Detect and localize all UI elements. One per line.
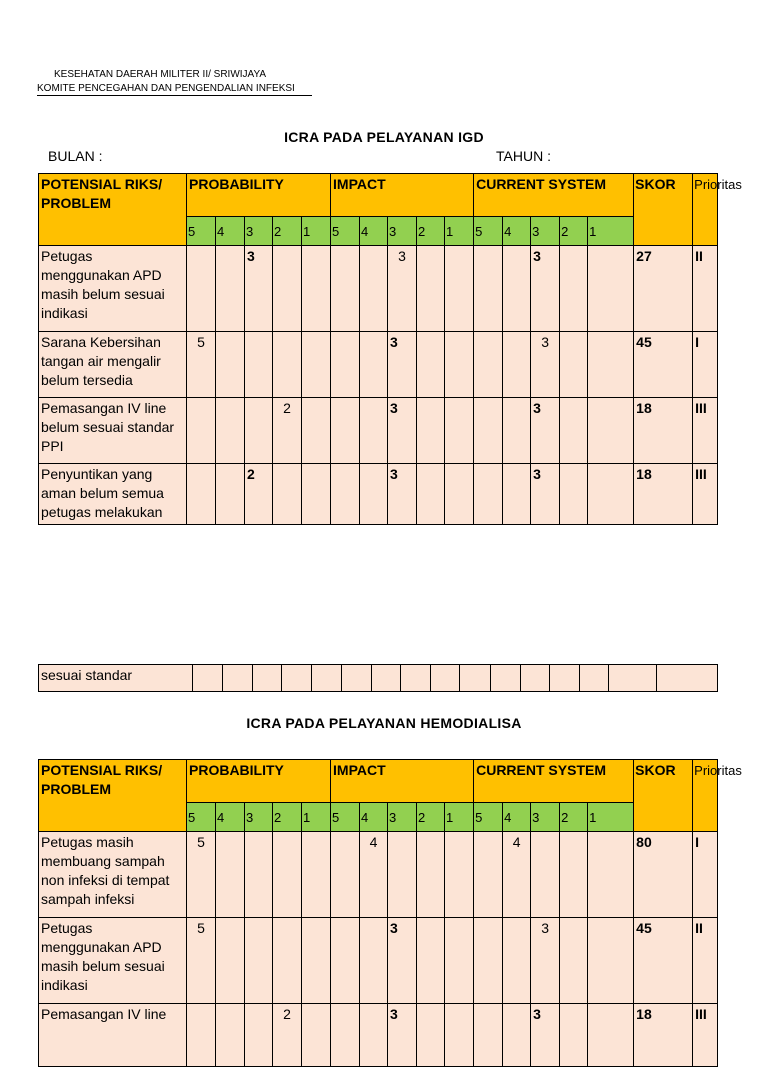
scale-cell: 4 <box>216 217 245 246</box>
score-cell: 18 <box>634 1004 693 1067</box>
rating-cell: 2 <box>273 1004 302 1067</box>
probability-header: PROBABILITY <box>187 174 331 217</box>
score-cell: 27 <box>634 246 693 332</box>
scale-cell: 2 <box>417 803 445 832</box>
scale-cell: 4 <box>360 803 388 832</box>
rating-cell <box>474 246 503 332</box>
empty-cell <box>281 665 311 692</box>
rating-cell <box>187 1004 216 1067</box>
rating-cell <box>445 918 474 1004</box>
scale-cell: 2 <box>273 803 302 832</box>
rating-cell <box>474 464 503 525</box>
rating-cell <box>360 1004 388 1067</box>
month-label: BULAN : <box>48 148 103 164</box>
rating-cell <box>245 918 273 1004</box>
priority-cell: II <box>693 246 718 332</box>
rating-cell: 3 <box>531 918 560 1004</box>
rating-cell <box>417 1004 445 1067</box>
scale-cell: 5 <box>331 217 360 246</box>
rating-cell <box>216 464 245 525</box>
rating-cell <box>273 246 302 332</box>
rating-cell: 3 <box>531 464 560 525</box>
rating-cell <box>560 918 588 1004</box>
rating-cell <box>360 332 388 398</box>
rating-cell <box>302 832 331 918</box>
rating-cell <box>417 832 445 918</box>
score-cell: 18 <box>634 398 693 464</box>
rating-cell <box>560 832 588 918</box>
rating-cell <box>360 398 388 464</box>
rating-cell <box>216 918 245 1004</box>
rating-cell: 2 <box>273 398 302 464</box>
rating-cell <box>216 832 245 918</box>
scale-cell: 3 <box>388 803 417 832</box>
scale-cell: 5 <box>187 217 216 246</box>
rating-cell: 3 <box>531 246 560 332</box>
rating-cell <box>503 918 531 1004</box>
rating-cell <box>302 332 331 398</box>
rating-cell <box>187 246 216 332</box>
problem-cell: Petugas menggunakan APD masih belum sesuai indikasi <box>39 246 187 332</box>
rating-cell: 3 <box>531 1004 560 1067</box>
table-row <box>39 918 718 1004</box>
rating-cell <box>588 398 634 464</box>
rating-cell <box>474 332 503 398</box>
rating-cell <box>216 332 245 398</box>
rating-cell <box>588 1004 634 1067</box>
empty-cell <box>520 665 549 692</box>
rating-cell: 3 <box>388 918 417 1004</box>
rating-cell <box>445 832 474 918</box>
rating-cell <box>331 246 360 332</box>
probability-header: PROBABILITY <box>187 760 331 803</box>
rating-cell <box>360 464 388 525</box>
problem-cell: Petugas menggunakan APD masih belum sesuai indikasi <box>39 918 187 1004</box>
scale-cell: 4 <box>503 217 531 246</box>
priority-cell: III <box>693 1004 718 1067</box>
rating-cell: 4 <box>503 832 531 918</box>
scale-cell: 1 <box>588 803 634 832</box>
rating-cell <box>560 246 588 332</box>
scale-cell: 1 <box>445 217 474 246</box>
hemo-table-title: ICRA PADA PELAYANAN HEMODIALISA <box>246 715 522 731</box>
org-name-line1: KESEHATAN DAERAH MILITER II/ SRIWIJAYA <box>54 69 267 80</box>
problem-cell: Sarana Kebersihan tangan air mengalir belum tersedia <box>39 332 187 398</box>
rating-cell <box>560 398 588 464</box>
rating-cell <box>245 832 273 918</box>
rating-cell <box>360 918 388 1004</box>
table-row <box>39 1004 718 1067</box>
scale-cell: 4 <box>503 803 531 832</box>
rating-cell <box>474 1004 503 1067</box>
rating-cell <box>503 332 531 398</box>
problem-cell: Penyuntikan yang aman belum semua petugas melakukan <box>39 464 187 525</box>
scale-cell: 2 <box>560 217 588 246</box>
scale-cell: 3 <box>245 803 273 832</box>
rating-cell: 2 <box>245 464 273 525</box>
rating-cell <box>417 464 445 525</box>
rating-cell: 3 <box>388 1004 417 1067</box>
rating-cell <box>588 464 634 525</box>
scale-cell: 3 <box>388 217 417 246</box>
table-row <box>39 398 718 464</box>
impact-header: IMPACT <box>331 760 474 803</box>
priority-cell: I <box>693 332 718 398</box>
problem-cell: Pemasangan IV line <box>39 1004 187 1067</box>
scale-cell: 3 <box>531 217 560 246</box>
rating-cell <box>503 464 531 525</box>
rating-cell <box>560 464 588 525</box>
scale-cell: 1 <box>445 803 474 832</box>
rating-cell: 5 <box>187 918 216 1004</box>
rating-cell <box>445 398 474 464</box>
priority-header: Prioritas <box>693 760 718 832</box>
rating-cell <box>445 1004 474 1067</box>
score-cell: 45 <box>634 918 693 1004</box>
rating-cell: 5 <box>187 332 216 398</box>
rating-cell <box>588 332 634 398</box>
igd-continuation-table <box>38 664 718 692</box>
rating-cell <box>360 246 388 332</box>
priority-cell: III <box>693 464 718 525</box>
empty-cell <box>401 665 431 692</box>
rating-cell <box>273 464 302 525</box>
igd-table-title: ICRA PADA PELAYANAN IGD <box>284 129 484 145</box>
empty-cell <box>460 665 490 692</box>
rating-cell <box>588 918 634 1004</box>
rating-cell <box>417 918 445 1004</box>
scale-cell: 3 <box>245 217 273 246</box>
table-row <box>39 246 718 332</box>
rating-cell <box>245 398 273 464</box>
rating-cell <box>503 246 531 332</box>
rating-cell <box>302 1004 331 1067</box>
empty-cell <box>608 665 656 692</box>
priority-cell: III <box>693 398 718 464</box>
rating-cell <box>302 398 331 464</box>
rating-cell <box>331 1004 360 1067</box>
rating-cell <box>531 832 560 918</box>
rating-cell <box>331 918 360 1004</box>
score-header: SKOR <box>634 174 693 246</box>
empty-cell <box>252 665 281 692</box>
rating-cell <box>474 398 503 464</box>
year-label: TAHUN : <box>496 148 551 164</box>
scale-cell: 2 <box>560 803 588 832</box>
rating-cell <box>445 246 474 332</box>
scale-cell: 2 <box>273 217 302 246</box>
table-row <box>39 464 718 525</box>
rating-cell <box>474 918 503 1004</box>
empty-cell <box>372 665 401 692</box>
scale-cell: 1 <box>588 217 634 246</box>
rating-cell <box>331 398 360 464</box>
score-header: SKOR <box>634 760 693 832</box>
scale-cell: 3 <box>531 803 560 832</box>
rating-cell <box>474 832 503 918</box>
rating-cell <box>331 832 360 918</box>
rating-cell: 3 <box>388 398 417 464</box>
empty-cell <box>549 665 579 692</box>
rating-cell: 3 <box>388 332 417 398</box>
empty-cell <box>490 665 520 692</box>
rating-cell <box>273 332 302 398</box>
scale-cell: 5 <box>474 217 503 246</box>
rating-cell <box>445 332 474 398</box>
rating-cell: 5 <box>187 832 216 918</box>
table-row <box>39 665 718 692</box>
rating-cell <box>417 332 445 398</box>
rating-cell: 3 <box>531 398 560 464</box>
rating-cell <box>216 246 245 332</box>
empty-cell <box>656 665 717 692</box>
score-cell: 18 <box>634 464 693 525</box>
problem-header: POTENSIAL RIKS/ PROBLEM <box>39 174 187 246</box>
rating-cell <box>417 246 445 332</box>
rating-cell <box>187 464 216 525</box>
rating-cell <box>302 464 331 525</box>
rating-cell: 3 <box>245 246 273 332</box>
rating-cell <box>560 332 588 398</box>
scale-cell: 1 <box>302 217 331 246</box>
rating-cell: 4 <box>360 832 388 918</box>
current-system-header: CURRENT SYSTEM <box>474 174 634 217</box>
rating-cell <box>331 332 360 398</box>
rating-cell: 3 <box>388 464 417 525</box>
empty-cell <box>579 665 608 692</box>
priority-cell: I <box>693 832 718 918</box>
scale-cell: 1 <box>302 803 331 832</box>
rating-cell: 3 <box>531 332 560 398</box>
rating-cell: 3 <box>388 246 417 332</box>
empty-cell <box>192 665 222 692</box>
rating-cell <box>187 398 216 464</box>
rating-cell <box>216 398 245 464</box>
rating-cell <box>388 832 417 918</box>
rating-cell <box>588 832 634 918</box>
scale-cell: 5 <box>187 803 216 832</box>
rating-cell <box>245 332 273 398</box>
table-row <box>39 832 718 918</box>
rating-cell <box>417 398 445 464</box>
scale-cell: 4 <box>216 803 245 832</box>
rating-cell <box>560 1004 588 1067</box>
rating-cell <box>588 246 634 332</box>
rating-cell <box>503 1004 531 1067</box>
header-row <box>39 174 718 217</box>
empty-cell <box>342 665 372 692</box>
table-row <box>39 332 718 398</box>
rating-cell <box>216 1004 245 1067</box>
problem-cell: sesuai standar <box>39 665 193 692</box>
empty-cell <box>431 665 460 692</box>
problem-header: POTENSIAL RIKS/ PROBLEM <box>39 760 187 832</box>
rating-cell <box>245 1004 273 1067</box>
rating-cell <box>273 918 302 1004</box>
scale-cell: 4 <box>360 217 388 246</box>
rating-cell <box>503 398 531 464</box>
impact-header: IMPACT <box>331 174 474 217</box>
score-cell: 45 <box>634 332 693 398</box>
scale-cell: 5 <box>474 803 503 832</box>
current-system-header: CURRENT SYSTEM <box>474 760 634 803</box>
igd-icra-table <box>38 173 742 525</box>
scale-cell: 2 <box>417 217 445 246</box>
rating-cell <box>302 918 331 1004</box>
problem-cell: Petugas masih membuang sampah non infeksi di tempat sampah infeksi <box>39 832 187 918</box>
empty-cell <box>222 665 252 692</box>
priority-header: Prioritas <box>693 174 718 246</box>
rating-cell <box>273 832 302 918</box>
priority-cell: II <box>693 918 718 1004</box>
rating-cell <box>331 464 360 525</box>
problem-cell: Pemasangan IV line belum sesuai standar PPI <box>39 398 187 464</box>
rating-cell <box>302 246 331 332</box>
scale-cell: 5 <box>331 803 360 832</box>
org-name-line2: KOMITE PENCEGAHAN DAN PENGENDALIAN INFEKSI <box>37 83 312 96</box>
empty-cell <box>312 665 342 692</box>
hemo-icra-table <box>38 759 742 1067</box>
header-row <box>39 760 718 803</box>
score-cell: 80 <box>634 832 693 918</box>
rating-cell <box>445 464 474 525</box>
